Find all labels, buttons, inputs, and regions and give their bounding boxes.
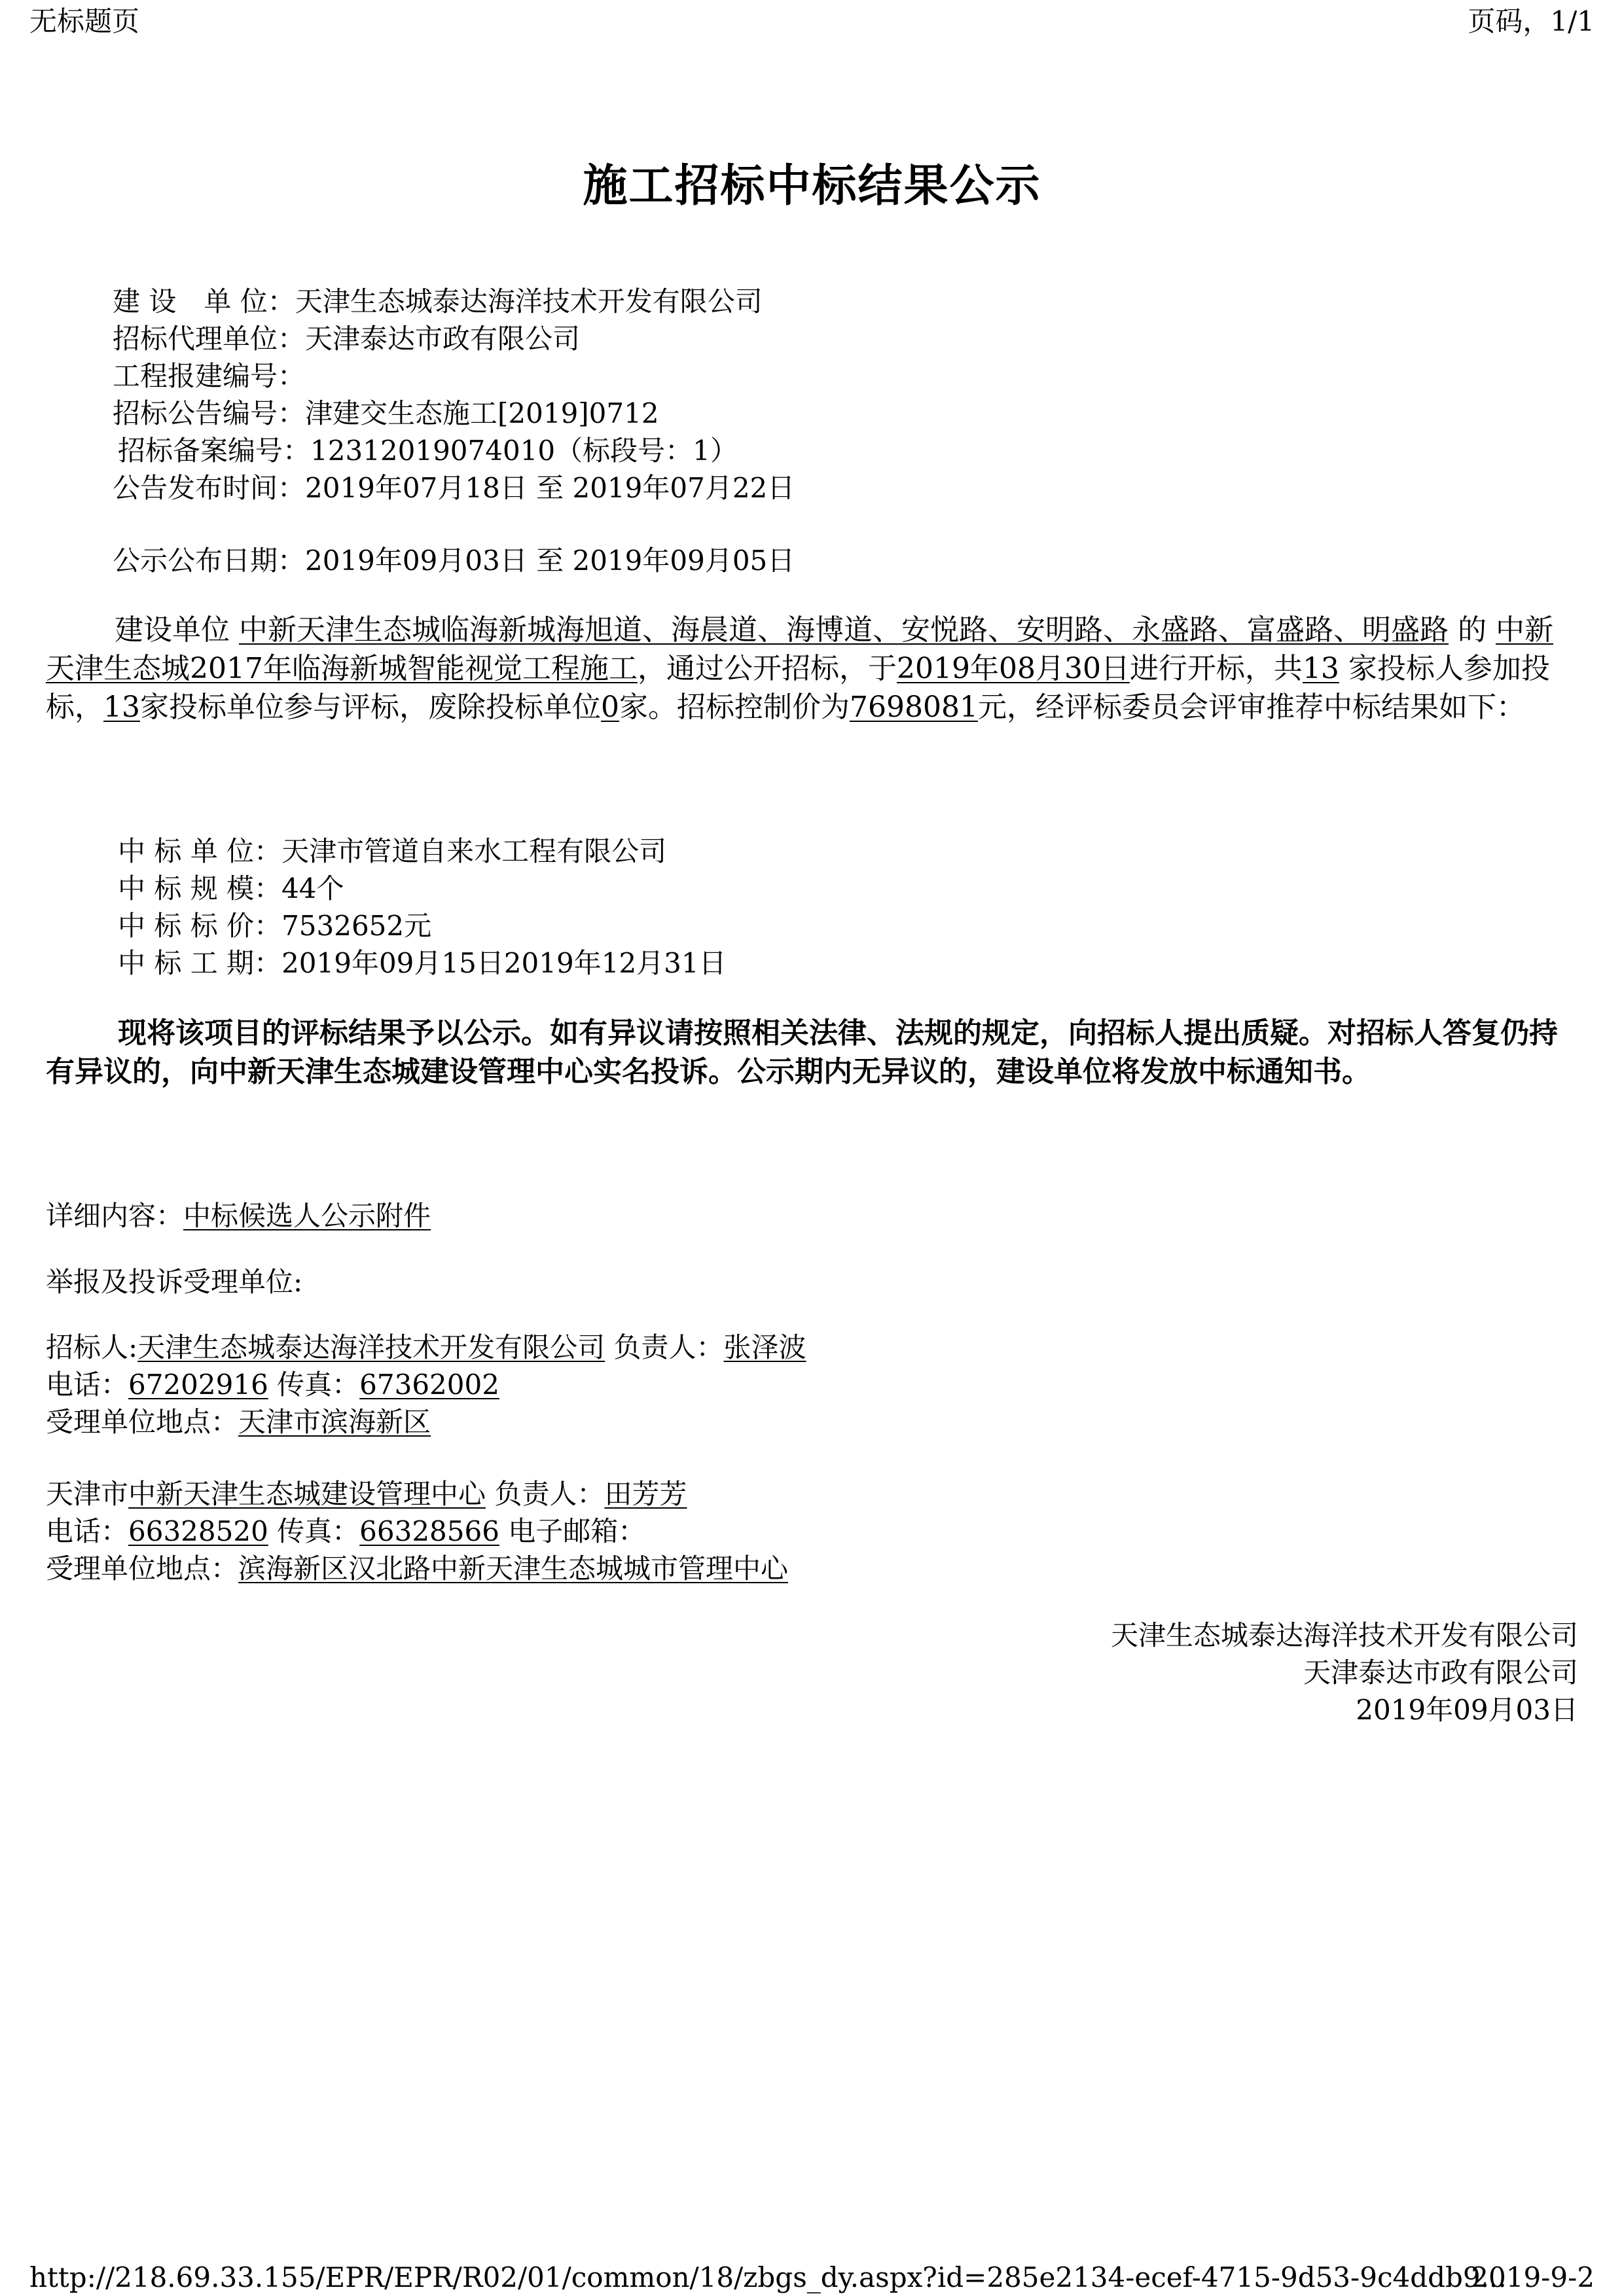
complaint-title: 举报及投诉受理单位: bbox=[46, 1266, 303, 1298]
tenderer-contact-line: 电话：67202916 传真：67362002 bbox=[46, 1369, 499, 1401]
result-paragraph: 建设单位 中新天津生态城临海新城海旭道、海晨道、海博道、安悦路、安明路、永盛路、富盛路、明盛路 的 中新天津生态城2017年临海新城智能视觉工程施工，通过公开招标，于2019年08月30日进行开标，共13 家投标人参加投标，13家投标单位参与评标，废除投标单位0家。招标控制价为7698081元，经评标委员会评审推荐中标结果如下： bbox=[46, 613, 1553, 724]
period-line: 中 标 工 期：2019年09月15日2019年12月31日 bbox=[118, 947, 727, 979]
objection-notice: 现将该项目的评标结果予以公示。如有异议请按照相关法律、法规的规定，向招标人提出质疑。对招标人答复仍持有异议的，向中新天津生态城建设管理中心实名投诉。公示期内无异议的，建设单位将发放中标通知书。 bbox=[46, 1016, 1558, 1088]
rejected-count: 0 bbox=[601, 691, 619, 724]
control-price: 7698081 bbox=[850, 691, 978, 724]
agent-name: 天津泰达市政有限公司 bbox=[305, 323, 581, 355]
tenderer-address-line: 受理单位地点：天津市滨海新区 bbox=[46, 1406, 431, 1438]
authority-name: 中新天津生态城建设管理中心 bbox=[128, 1478, 486, 1510]
tenderer-fax: 67362002 bbox=[359, 1369, 499, 1401]
signature-org1: 天津生态城泰达海洋技术开发有限公司 bbox=[1110, 1619, 1578, 1651]
bidder-count: 13 bbox=[1302, 652, 1339, 685]
builder-line: 建 设 单 位：天津生态城泰达海洋技术开发有限公司 bbox=[113, 285, 763, 317]
project-no-line: 工程报建编号： bbox=[113, 360, 306, 392]
signature-date: 2019年09月03日 bbox=[1356, 1694, 1578, 1726]
builder-name: 天津生态城泰达海洋技术开发有限公司 bbox=[295, 285, 763, 317]
scale-line: 中 标 规 模：44个 bbox=[118, 872, 344, 905]
agent-line: 招标代理单位：天津泰达市政有限公司 bbox=[113, 323, 581, 355]
tenderer-address: 天津市滨海新区 bbox=[238, 1406, 431, 1438]
announce-date-line: 公示公布日期：2019年09月03日 至 2019年09月05日 bbox=[113, 545, 795, 577]
signature-org2: 天津泰达市政有限公司 bbox=[1303, 1657, 1578, 1689]
header-page-number: 页码，1/1 bbox=[1468, 5, 1595, 37]
tenderer-line: 招标人:天津生态城泰达海洋技术开发有限公司 负责人：张泽波 bbox=[46, 1331, 806, 1363]
evaluated-count: 13 bbox=[103, 691, 140, 724]
winner-name: 天津市管道自来水工程有限公司 bbox=[281, 835, 667, 867]
attachment-link[interactable]: 中标候选人公示附件 bbox=[183, 1200, 431, 1232]
footer-url: http://218.69.33.155/EPR/EPR/R02/01/common/18/zbgs_dy.aspx?id=285e2134-ecef-4715-9d53-9c4ddb9... bbox=[29, 2261, 1507, 2293]
record-no: 12312019074010（标段号：1） bbox=[310, 435, 738, 467]
publish-time: 2019年07月18日 至 2019年07月22日 bbox=[305, 472, 795, 504]
winning-price: 7532652元 bbox=[281, 910, 432, 942]
notice-no: 津建交生态施工[2019]0712 bbox=[305, 397, 659, 429]
header-left: 无标题页 bbox=[29, 5, 140, 37]
record-no-line: 招标备案编号：12312019074010（标段号：1） bbox=[118, 435, 738, 467]
announce-date: 2019年09月03日 至 2019年09月05日 bbox=[305, 545, 795, 577]
footer-date: 2019-9-2 bbox=[1471, 2261, 1595, 2293]
page-title: 施工招标中标结果公示 bbox=[583, 160, 1041, 212]
tenderer-name: 天津生态城泰达海洋技术开发有限公司 bbox=[137, 1331, 605, 1363]
authority-contact-line: 电话：66328520 传真：66328566 电子邮箱： bbox=[46, 1515, 646, 1547]
winning-scale: 44个 bbox=[281, 872, 344, 905]
tenderer-person: 张泽波 bbox=[723, 1331, 806, 1363]
bid-open-date: 2019年08月30日 bbox=[896, 652, 1130, 685]
winner-line: 中 标 单 位：天津市管道自来水工程有限公司 bbox=[118, 835, 667, 867]
publish-time-line: 公告发布时间：2019年07月18日 至 2019年07月22日 bbox=[113, 472, 795, 504]
project-name: 中新天津生态城2017年临海新城智能视觉工程施工 bbox=[46, 613, 1553, 685]
authority-fax: 66328566 bbox=[359, 1515, 499, 1547]
notice-no-line: 招标公告编号：津建交生态施工[2019]0712 bbox=[113, 397, 659, 429]
detail-line: 详细内容：中标候选人公示附件 bbox=[46, 1200, 431, 1232]
authority-line: 天津市中新天津生态城建设管理中心 负责人：田芳芳 bbox=[46, 1478, 687, 1510]
authority-person: 田芳芳 bbox=[604, 1478, 687, 1510]
price-line: 中 标 标 价：7532652元 bbox=[118, 910, 432, 942]
authority-phone: 66328520 bbox=[128, 1515, 268, 1547]
tenderer-phone: 67202916 bbox=[128, 1369, 268, 1401]
authority-address: 滨海新区汉北路中新天津生态城城市管理中心 bbox=[238, 1552, 789, 1585]
winning-period: 2019年09月15日2019年12月31日 bbox=[281, 947, 727, 979]
authority-address-line: 受理单位地点：滨海新区汉北路中新天津生态城城市管理中心 bbox=[46, 1552, 789, 1585]
project-location: 中新天津生态城临海新城海旭道、海晨道、海博道、安悦路、安明路、永盛路、富盛路、明盛路 bbox=[239, 613, 1449, 647]
